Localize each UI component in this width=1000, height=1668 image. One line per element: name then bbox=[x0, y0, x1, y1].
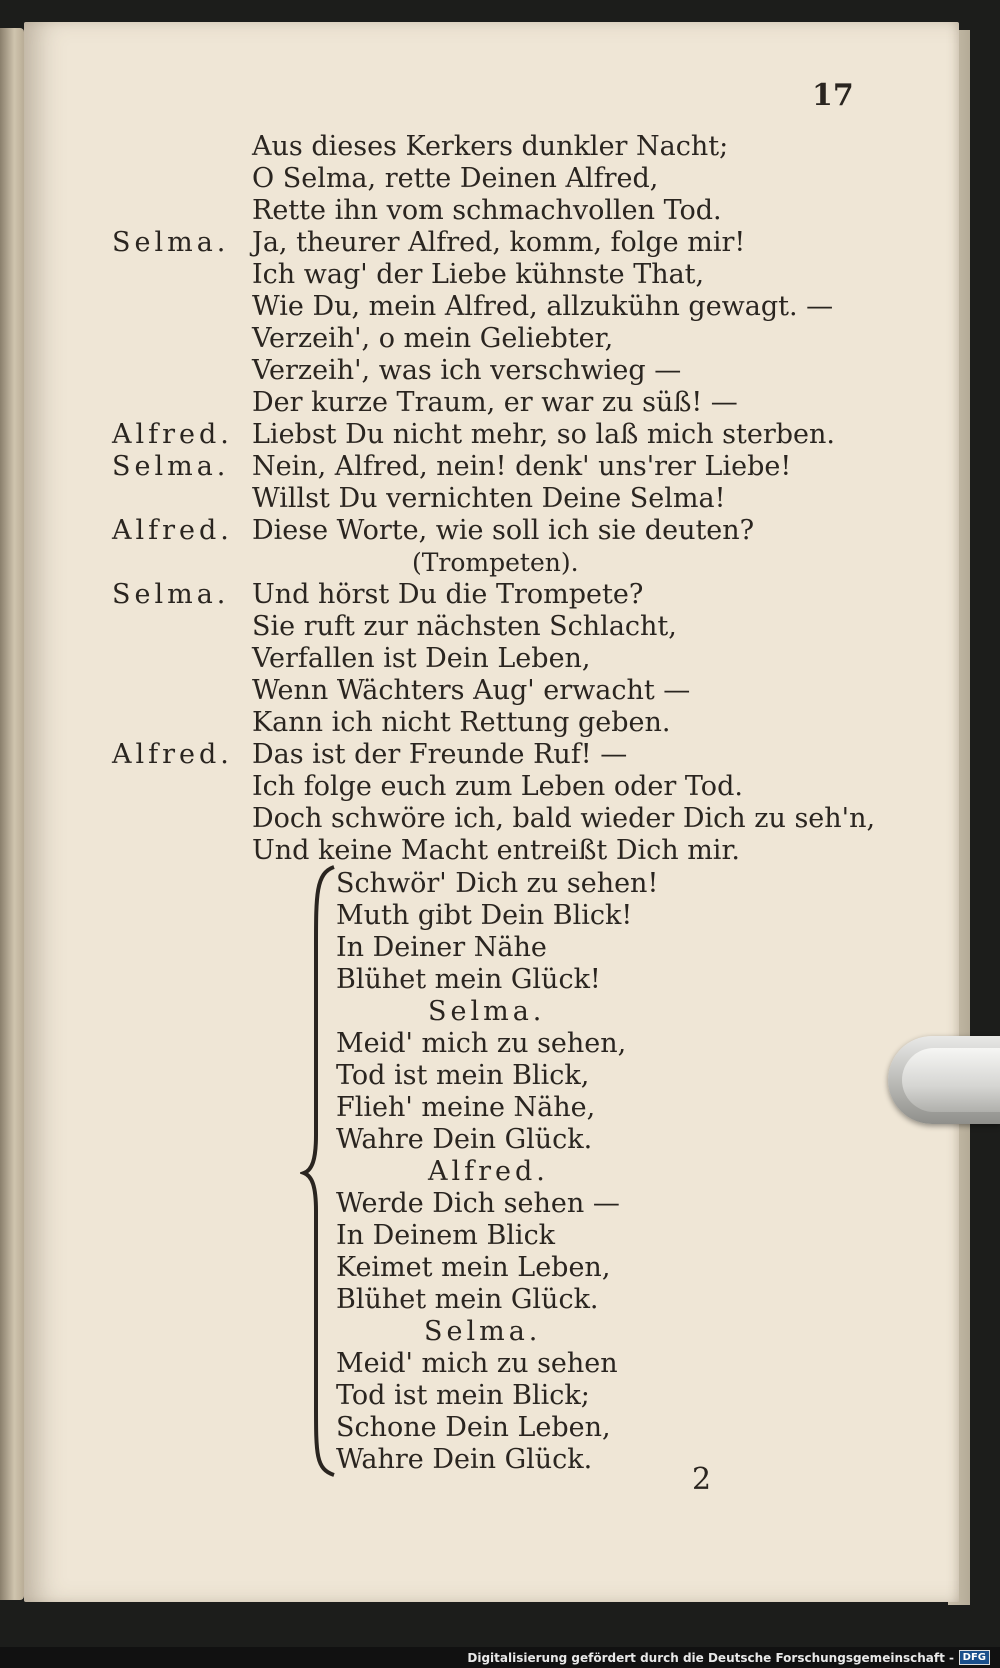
previous-page-edge bbox=[0, 28, 24, 1600]
duet-speaker-name: Selma. bbox=[428, 996, 546, 1027]
duet-line: Muth gibt Dein Blick! bbox=[336, 900, 633, 931]
stage-direction: (Trompeten). bbox=[412, 548, 579, 577]
speaker-name: Selma. bbox=[112, 579, 230, 610]
duet-line: Meid' mich zu sehen, bbox=[336, 1028, 627, 1059]
duet-line: Tod ist mein Blick; bbox=[336, 1380, 590, 1411]
verse-line: Aus dieses Kerkers dunkler Nacht; bbox=[252, 131, 729, 162]
verse-line: Verzeih', was ich verschwieg — bbox=[252, 355, 682, 386]
duet-line: Blühet mein Glück. bbox=[336, 1284, 599, 1315]
duet-line: Wahre Dein Glück. bbox=[336, 1444, 593, 1475]
signature-mark: 2 bbox=[692, 1462, 712, 1497]
speaker-name: Selma. bbox=[112, 227, 230, 258]
verse-line: Kann ich nicht Rettung geben. bbox=[252, 707, 671, 738]
book-clip-highlight bbox=[902, 1048, 1000, 1112]
duet-brace bbox=[300, 865, 340, 1477]
verse-line: O Selma, rette Deinen Alfred, bbox=[252, 163, 659, 194]
verse-line: Und hörst Du die Trompete? bbox=[252, 579, 644, 610]
book-clip bbox=[888, 1036, 1000, 1124]
verse-line: Doch schwöre ich, bald wieder Dich zu seh'n, bbox=[252, 803, 876, 834]
verse-line: Das ist der Freunde Ruf! — bbox=[252, 739, 628, 770]
verse-line: Ich wag' der Liebe kühnste That, bbox=[252, 259, 705, 290]
verse-line: Ich folge euch zum Leben oder Tod. bbox=[252, 771, 743, 802]
speaker-name: Alfred. bbox=[112, 515, 233, 546]
duet-line: Blühet mein Glück! bbox=[336, 964, 601, 995]
verse-line: Sie ruft zur nächsten Schlacht, bbox=[252, 611, 677, 642]
verse-line: Nein, Alfred, nein! denk' uns'rer Liebe! bbox=[252, 451, 792, 482]
footer-credit: Digitalisierung gefördert durch die Deutsche Forschungsgemeinschaft - bbox=[467, 1651, 954, 1665]
duet-line: Schone Dein Leben, bbox=[336, 1412, 611, 1443]
verse-line: Wenn Wächters Aug' erwacht — bbox=[252, 675, 691, 706]
verse-line: Wie Du, mein Alfred, allzukühn gewagt. — bbox=[252, 291, 834, 322]
verse-line: Liebst Du nicht mehr, so laß mich sterben. bbox=[252, 419, 835, 450]
duet-line: Flieh' meine Nähe, bbox=[336, 1092, 596, 1123]
verse-line: Diese Worte, wie soll ich sie deuten? bbox=[252, 515, 755, 546]
verse-line: Willst Du vernichten Deine Selma! bbox=[252, 483, 726, 514]
page-number: 17 bbox=[812, 78, 854, 113]
verse-line: Verzeih', o mein Geliebter, bbox=[252, 323, 614, 354]
duet-line: In Deinem Blick bbox=[336, 1220, 556, 1251]
duet-speaker-name: Selma. bbox=[424, 1316, 542, 1347]
duet-speaker-name: Alfred. bbox=[428, 1156, 549, 1187]
dfg-logo: DFG bbox=[959, 1650, 990, 1665]
verse-line: Rette ihn vom schmachvollen Tod. bbox=[252, 195, 722, 226]
speaker-name: Selma. bbox=[112, 451, 230, 482]
duet-line: Meid' mich zu sehen bbox=[336, 1348, 618, 1379]
duet-line: Schwör' Dich zu sehen! bbox=[336, 868, 659, 899]
duet-line: Keimet mein Leben, bbox=[336, 1252, 611, 1283]
duet-line: Werde Dich sehen — bbox=[336, 1188, 620, 1219]
speaker-name: Alfred. bbox=[112, 739, 233, 770]
verse-line: Verfallen ist Dein Leben, bbox=[252, 643, 591, 674]
verse-line: Ja, theurer Alfred, komm, folge mir! bbox=[252, 227, 746, 258]
duet-line: Tod ist mein Blick, bbox=[336, 1060, 590, 1091]
verse-line: Der kurze Traum, er war zu süß! — bbox=[252, 387, 738, 418]
speaker-name: Alfred. bbox=[112, 419, 233, 450]
duet-line: In Deiner Nähe bbox=[336, 932, 547, 963]
duet-line: Wahre Dein Glück. bbox=[336, 1124, 593, 1155]
verse-line: Und keine Macht entreißt Dich mir. bbox=[252, 835, 740, 866]
